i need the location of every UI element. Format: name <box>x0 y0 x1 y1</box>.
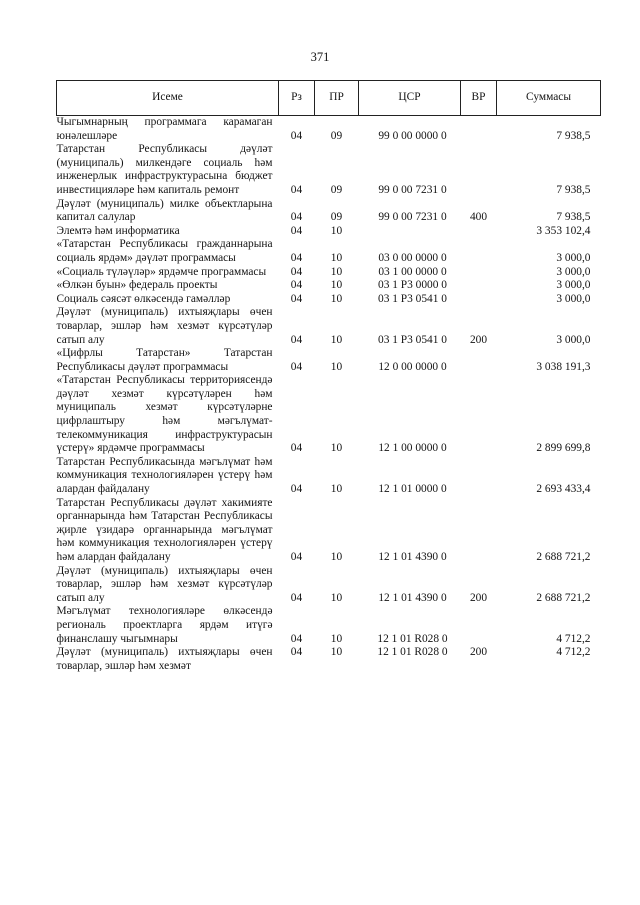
row-vr-cell <box>461 347 497 374</box>
row-rz-cell: 04 <box>290 551 303 563</box>
row-rz-cell: 04 <box>290 483 303 496</box>
row-name-cell: «Татарстан Республикасы территориясендә дәүләт хезмәт күрсәтүләрен һәм муниципаль хезмәт күрсәтүләрне цифрлаштыру һәм мәгълүмат-телекоммуникация инфраструктурасын үстерү» ярдәмче программасы <box>56 374 273 455</box>
row-rz-cell: 04 <box>290 591 303 604</box>
table-row <box>57 456 601 497</box>
row-pr-cell: 10 <box>330 646 343 659</box>
row-csr-cell: 03 1 P3 0000 0 <box>378 279 447 292</box>
row-sum-cell: 7 938,5 <box>556 129 591 142</box>
table-row <box>57 143 601 197</box>
row-pr-cell: 10 <box>330 591 343 604</box>
row-pr-cell: 10 <box>330 251 343 264</box>
row-vr-cell <box>461 605 497 646</box>
row-pr-cell: 09 <box>330 211 343 224</box>
row-vr-cell <box>461 279 497 293</box>
row-pr-cell: 10 <box>330 279 343 292</box>
row-name-cell: Дәүләт (муниципаль) милке объектларына капитал салулар <box>56 197 273 224</box>
row-vr-cell <box>461 266 497 280</box>
row-rz-cell: 04 <box>290 333 303 346</box>
row-pr-cell: 09 <box>330 183 343 196</box>
row-csr-cell: 03 1 P3 0541 0 <box>378 292 447 305</box>
row-sum-cell: 4 712,2 <box>556 632 591 645</box>
row-sum-cell: 2 693 433,4 <box>536 483 591 496</box>
row-sum-cell: 3 000,0 <box>556 251 591 264</box>
row-pr-cell: 09 <box>330 129 343 142</box>
table-row <box>57 605 601 646</box>
row-vr-cell <box>461 238 497 265</box>
table-row <box>57 347 601 374</box>
row-csr-cell: 12 1 01 R028 0 <box>377 646 448 659</box>
row-csr-cell: 03 1 P3 0541 0 <box>378 333 447 346</box>
row-vr-cell <box>461 116 497 144</box>
row-rz-cell: 04 <box>290 129 303 142</box>
row-csr-cell: 99 0 00 7231 0 <box>378 211 447 224</box>
table-row <box>57 646 601 673</box>
row-name-cell: Элемтә һәм информатика <box>56 224 180 237</box>
row-rz-cell: 04 <box>290 224 303 237</box>
row-vr-cell: 200 <box>469 333 488 346</box>
row-csr-cell: 12 1 01 4390 0 <box>378 591 447 604</box>
row-sum-cell: 7 938,5 <box>556 211 591 224</box>
row-pr-cell: 10 <box>330 442 343 455</box>
table-row <box>57 198 601 225</box>
row-sum-cell: 2 899 699,8 <box>536 442 591 455</box>
row-sum-cell: 4 712,2 <box>556 646 591 659</box>
page-number: 371 <box>310 50 330 64</box>
row-name-cell: Татарстан Республикасында мәгълүмат һәм коммуникация технологияләрен үстерү һәм алардан файдалану <box>56 455 273 496</box>
row-csr-cell: 03 1 00 0000 0 <box>378 265 447 278</box>
row-vr-cell <box>461 293 497 307</box>
row-rz-cell: 04 <box>290 646 303 659</box>
row-csr-cell: 03 0 00 0000 0 <box>378 251 447 264</box>
row-pr-cell: 10 <box>330 551 343 563</box>
table-row <box>57 116 601 144</box>
row-vr-cell: 400 <box>469 211 488 224</box>
row-name-cell: Татарстан Республикасы дәүләт (муниципаль) милкендәге социаль һәм инженерлык инфраструктурасына бюджет инвестицияләре һәм капиталь ремонт <box>56 143 273 196</box>
row-vr-cell <box>461 374 497 456</box>
row-name-cell: «Өлкән буын» федераль проекты <box>56 279 218 292</box>
table-row <box>57 225 601 239</box>
table-row <box>57 238 601 265</box>
table-row <box>57 497 601 565</box>
row-name-cell: Чыгымнарның программага карамаган юнәлешләре <box>56 116 273 142</box>
row-sum-cell: 3 000,0 <box>556 292 591 305</box>
row-rz-cell: 04 <box>290 183 303 196</box>
row-csr-cell <box>359 225 461 239</box>
row-name-cell: Социаль сәясәт өлкәсендә гамәлләр <box>56 292 231 305</box>
budget-table <box>56 80 601 673</box>
row-name-cell: Мәгълүмат технологияләре өлкәсендә региональ проектларга ярдәм итүгә финанслашу чыгымнары <box>56 605 273 645</box>
table-row <box>57 293 601 307</box>
row-sum-cell: 3 353 102,4 <box>536 224 591 237</box>
row-sum-cell: 2 688 721,2 <box>536 551 591 563</box>
row-name-cell: «Цифрлы Татарстан» Татарстан Республикасы дәүләт программасы <box>56 347 273 373</box>
row-csr-cell: 12 1 00 0000 0 <box>378 442 447 455</box>
row-vr-cell <box>461 225 497 239</box>
column-header-csr: ЦСР <box>359 81 461 116</box>
row-pr-cell: 10 <box>330 333 343 346</box>
row-csr-cell: 99 0 00 7231 0 <box>378 183 447 196</box>
table-row <box>57 306 601 347</box>
row-sum-cell: 3 038 191,3 <box>536 360 591 373</box>
row-rz-cell: 04 <box>290 360 303 373</box>
column-header-sum: Суммасы <box>497 81 601 116</box>
row-rz-cell: 04 <box>290 265 303 278</box>
row-rz-cell: 04 <box>290 632 303 645</box>
table-body <box>57 116 601 674</box>
row-rz-cell: 04 <box>290 279 303 292</box>
row-rz-cell: 04 <box>290 292 303 305</box>
row-pr-cell: 10 <box>330 360 343 373</box>
row-csr-cell: 12 1 01 0000 0 <box>378 483 447 496</box>
row-pr-cell: 10 <box>330 265 343 278</box>
row-rz-cell: 04 <box>290 211 303 224</box>
row-pr-cell: 10 <box>330 632 343 645</box>
row-rz-cell: 04 <box>290 442 303 455</box>
row-sum-cell: 3 000,0 <box>556 279 591 292</box>
row-name-cell: Дәүләт (муниципаль) ихтыяҗлары өчен товарлар, эшләр һәм хезмәт күрсәтүләр сатып алу <box>56 306 273 346</box>
row-rz-cell: 04 <box>290 251 303 264</box>
row-vr-cell: 200 <box>469 646 488 659</box>
table-row <box>57 374 601 456</box>
row-csr-cell: 12 1 01 4390 0 <box>378 551 447 563</box>
row-pr-cell: 10 <box>330 292 343 305</box>
row-pr-cell: 10 <box>330 224 343 237</box>
row-sum-cell: 3 000,0 <box>556 265 591 278</box>
row-vr-cell <box>461 497 497 565</box>
column-header-rz: Рз <box>279 81 315 116</box>
row-csr-cell: 12 0 00 0000 0 <box>378 360 447 373</box>
row-csr-cell: 99 0 00 0000 0 <box>378 129 447 142</box>
row-vr-cell <box>461 143 497 197</box>
column-header-vr: ВР <box>461 81 497 116</box>
row-name-cell: Татарстан Республикасы дәүләт хакимияте органнарында һәм Татарстан Республикасы җирле үзидарә органнарында мәгълүмат һәм коммуникация технологияләрен үстерү һәм алардан файдалану <box>56 496 273 563</box>
row-sum-cell: 2 688 721,2 <box>536 591 591 604</box>
table-row <box>57 279 601 293</box>
row-name-cell: «Социаль түләүләр» ярдәмче программасы <box>56 265 267 278</box>
column-header-name: Исеме <box>57 81 279 116</box>
column-header-pr: ПР <box>315 81 359 116</box>
row-pr-cell: 10 <box>330 483 343 496</box>
row-sum-cell: 7 938,5 <box>556 183 591 196</box>
table-row <box>57 565 601 606</box>
table-row <box>57 266 601 280</box>
row-name-cell: «Татарстан Республикасы гражданнарына социаль ярдәм» дәүләт программасы <box>56 238 273 264</box>
row-name-cell: Дәүләт (муниципаль) ихтыяҗлары өчен товарлар, эшләр һәм хезмәт <box>56 646 273 672</box>
row-vr-cell <box>461 456 497 497</box>
table-header-row <box>57 81 601 116</box>
row-sum-cell: 3 000,0 <box>556 333 591 346</box>
row-vr-cell: 200 <box>469 591 488 604</box>
row-csr-cell: 12 1 01 R028 0 <box>377 632 448 645</box>
row-name-cell: Дәүләт (муниципаль) ихтыяҗлары өчен товарлар, эшләр һәм хезмәт күрсәтүләр сатып алу <box>56 564 273 604</box>
